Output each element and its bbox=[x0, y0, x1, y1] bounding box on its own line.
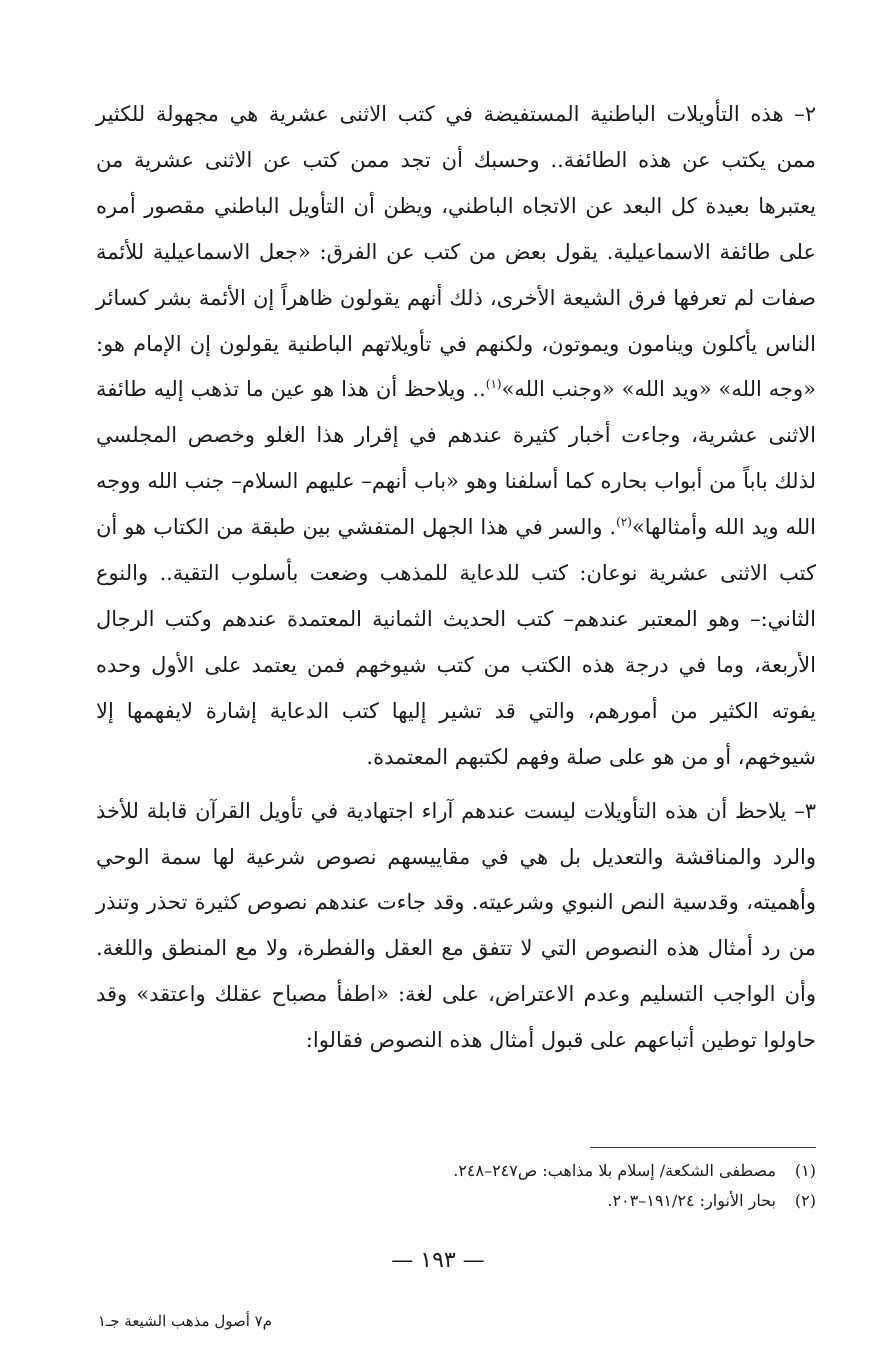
footnote-number: (١) bbox=[794, 1161, 816, 1180]
body-text bbox=[96, 92, 816, 1064]
paragraph-text: .. ويلاحظ أن هذا هو عين ما تذهب إليه طائفة الاثنى عشرية، وجاءت أخبار كثيرة عندهم في إقرار هذا الغلو وخصص المجلسي لذلك باباً من أبواب بحاره كما أسلفنا وهو «باب أنهم– عليهم السلام– جنب الله ووجه الله ويد الله وأمثالها» bbox=[96, 377, 816, 540]
footnote-text: بحار الأنوار: ١٩١/٢٤–٢٠٣. bbox=[607, 1191, 776, 1210]
footnote-separator bbox=[590, 1147, 816, 1148]
paragraph-text: . والسر في هذا الجهل المتفشي بين طبقة من الكتاب هو أن كتب الاثنى عشرية نوعان: كتب للدعاية للمذهب وضعت بأسلوب التقية.. والنوع الثاني:– وهو المعتبر عندهم– كتب الحديث الثمانية المعتمدة عندهم وكتب الرجال الأربعة، وما في درجة هذه الكتب من كتب شيوخهم فمن يعتمد على الأول وحده يفوته الكثير من أمورهم، والتي قد تشير إليها كتب الدعاية إشارة لايفهمها إلا شيوخهم، أو من هو على صلة وفهم لكتبهم المعتمدة. bbox=[96, 515, 816, 769]
footnote-ref: (١) bbox=[485, 377, 502, 392]
signature-mark: م٧ أصول مذهب الشيعة جـ١ bbox=[97, 1312, 272, 1330]
page-number: — ١٩٣ — bbox=[391, 1248, 485, 1273]
paragraph bbox=[96, 92, 816, 781]
footnote bbox=[96, 1156, 816, 1186]
paragraph bbox=[96, 789, 816, 1064]
footnote-text: مصطفى الشكعة/ إسلام بلا مذاهب: ص٢٤٧–٢٤٨. bbox=[453, 1161, 776, 1180]
footnote-number: (٢) bbox=[794, 1191, 816, 1210]
footnote-ref: (٢) bbox=[616, 515, 632, 530]
footnotes bbox=[96, 1156, 816, 1216]
paragraph-text: ٣– يلاحظ أن هذه التأويلات ليست عندهم آراء اجتهادية في تأويل القرآن قابلة للأخذ والرد والمناقشة والتعديل بل هي في مقاييسهم نصوص شرعية لها سمة الوحي وأهميته، وقدسية النص النبوي وشرعيته. وقد جاءت عندهم نصوص كثيرة تحذر وتنذر من رد أمثال هذه النصوص التي لا تتفق مع العقل والفطرة، ولا مع المنطق واللغة. وأن الواجب التسليم وعدم الاعتراض، على لغة: «اطفأ مصباح عقلك واعتقد» وقد حاولوا توطين أتباعهم على قبول أمثال هذه النصوص فقالوا: bbox=[96, 798, 817, 1053]
footnote bbox=[96, 1186, 816, 1216]
paragraph-text: ٢– هذه التأويلات الباطنية المستفيضة في كتب الاثنى عشرية هي مجهولة للكثير ممن يكتب عن هذه الطائفة.. وحسبك أن تجد ممن كتب عن الاثنى عشرية من يعتبرها بعيدة كل البعد عن الاتجاه الباطني، ويظن أن التأويل الباطني مقصور أمره على طائفة الاسماعيلية. يقول بعض من كتب عن الفرق: «جعل الاسماعيلية للأئمة صفات لم تعرفها فرق الشيعة الأخرى، ذلك أنهم يقولون ظاهراً إن الأئمة بشر كسائر الناس يأكلون وينامون ويموتون، ولكنهم في تأويلاتهم الباطنية يقولون إن الإمام هو: «وجه الله» «ويد الله» «وجنب الله» bbox=[96, 102, 816, 402]
